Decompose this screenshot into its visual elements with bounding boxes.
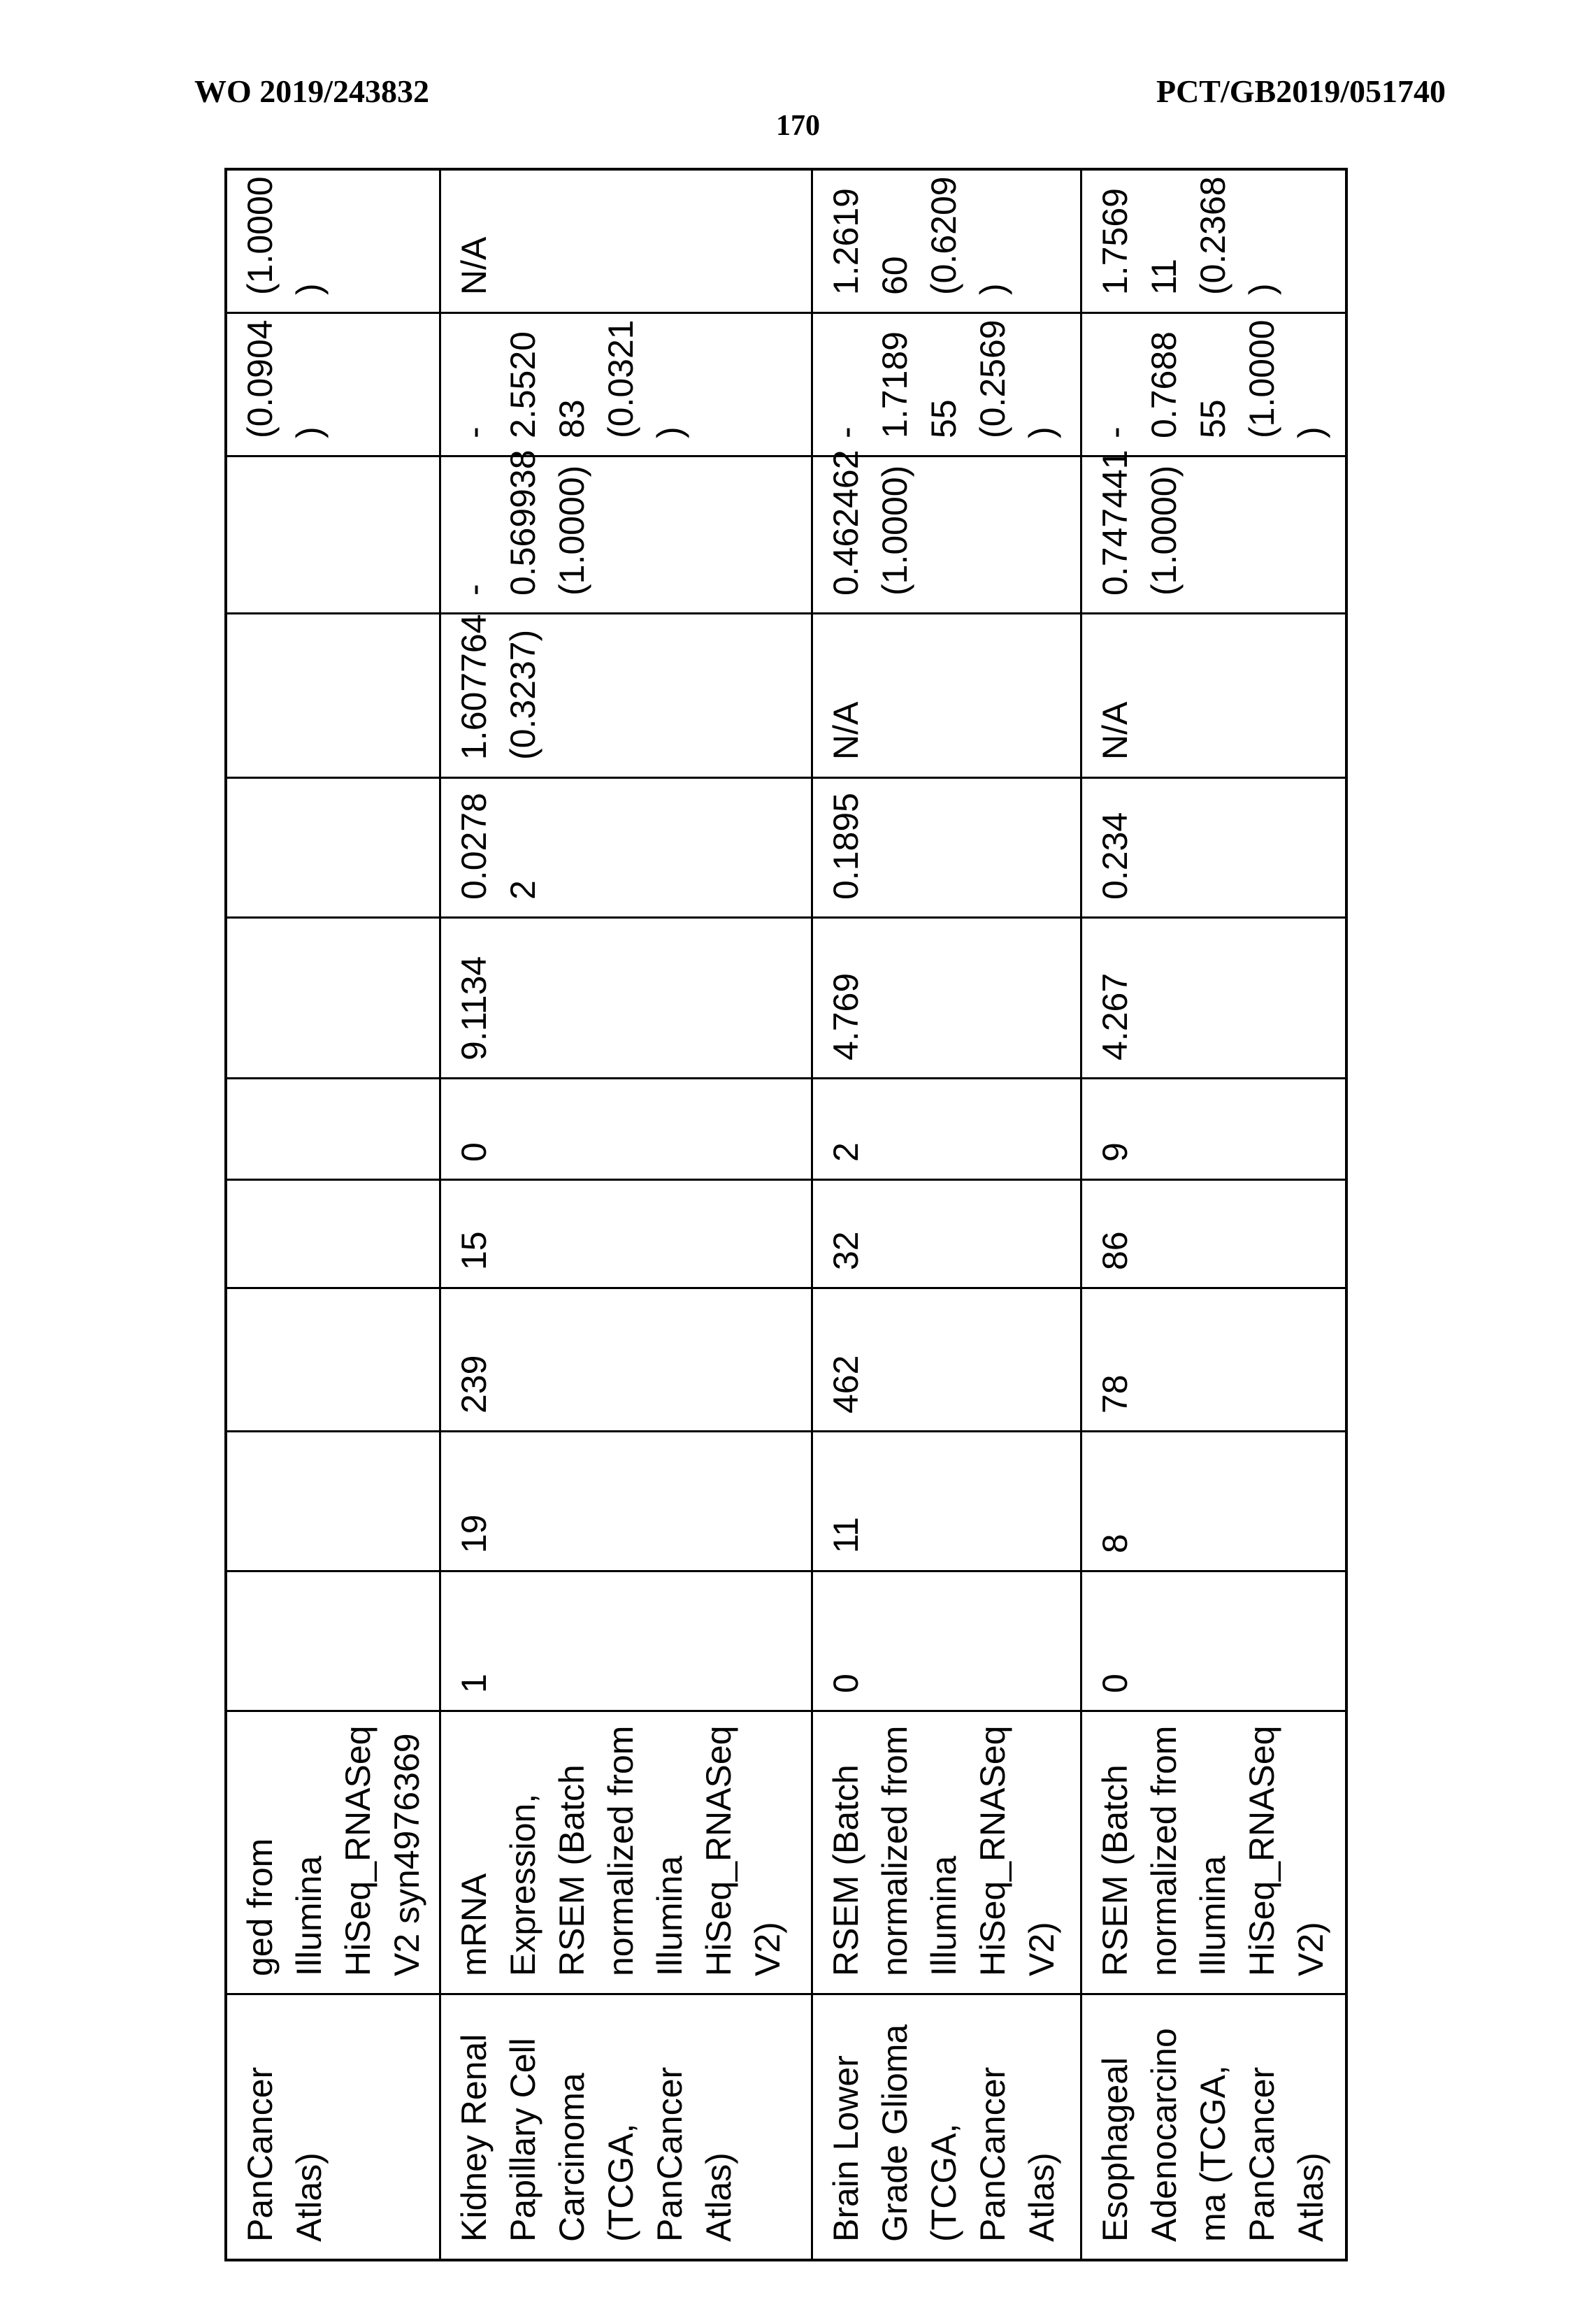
profile-description-cell: ged from Illumina HiSeq_RNASeq V2 syn4976369 — [227, 1710, 441, 1993]
value-cell: (0.0904 ) — [227, 312, 441, 455]
value-cell: N/A — [813, 612, 1082, 777]
rotated-data-table — [224, 168, 1348, 2261]
value-cell: 239 — [441, 1287, 813, 1430]
study-name-cell: Kidney Renal Papillary Cell Carcinoma (TCGA, PanCancer Atlas) — [441, 1993, 813, 2259]
value-cell: 1.607764 (0.3237) — [441, 612, 813, 777]
value-cell — [227, 1430, 441, 1570]
value-cell: N/A — [1082, 612, 1345, 777]
study-name-cell: Brain Lower Grade Glioma (TCGA, PanCancer Atlas) — [813, 1993, 1082, 2259]
value-cell: 462 — [813, 1287, 1082, 1430]
study-name-cell: PanCancer Atlas) — [227, 1993, 441, 2259]
value-cell — [227, 777, 441, 916]
value-cell: 11 — [813, 1430, 1082, 1570]
value-cell: 1.7569 11 (0.2368 ) — [1095, 176, 1281, 295]
value-cell: 78 — [1082, 1287, 1345, 1430]
value-cell: 0.1895 — [813, 777, 1082, 916]
value-cell: 1.2619 60 (0.6209 ) — [813, 171, 1082, 312]
value-cell: 32 — [813, 1179, 1082, 1287]
value-cell — [227, 916, 441, 1077]
value-cell — [227, 455, 441, 612]
value-cell: - 0.7688 55 (1.0000 ) — [1082, 312, 1345, 455]
value-cell — [227, 1179, 441, 1287]
pct-application-number: PCT/GB2019/051740 — [1156, 73, 1446, 109]
value-cell: 4.769 — [813, 916, 1082, 1077]
profile-description-cell: RSEM (Batch normalized from Illumina HiSeq_RNASeq V2) — [1082, 1710, 1345, 1993]
table-grid — [227, 171, 1345, 2259]
value-cell: (1.0000 ) — [227, 171, 441, 312]
value-cell: 86 — [1082, 1179, 1345, 1287]
value-cell: 9.1134 — [441, 916, 813, 1077]
rotated-table-inner — [227, 171, 1345, 2259]
value-cell: N/A — [441, 171, 813, 312]
value-cell: 0.747441 (1.0000) — [1082, 455, 1345, 612]
value-cell: - 1.7189 55 (0.2569 ) — [813, 312, 1082, 455]
value-cell — [227, 612, 441, 777]
value-cell: 4.267 — [1082, 916, 1345, 1077]
value-cell: 0 — [813, 1570, 1082, 1710]
profile-description-cell: mRNA Expression, RSEM (Batch normalized from Illumina HiSeq_RNASeq V2) — [441, 1710, 813, 1993]
page-number: 170 — [776, 110, 820, 142]
value-cell: 9 — [1082, 1077, 1345, 1179]
value-cell: 0 — [441, 1077, 813, 1179]
value-cell: 0.462462 (1.0000) — [813, 455, 1082, 612]
value-cell — [227, 1570, 441, 1710]
study-name-cell: Esophageal Adenocarcino ma (TCGA, PanCancer Atlas) — [1082, 1993, 1345, 2259]
value-cell: 0.0278 2 — [441, 777, 813, 916]
value-cell: 0 — [1082, 1570, 1345, 1710]
value-cell: 8 — [1082, 1430, 1345, 1570]
value-cell — [227, 1077, 441, 1179]
value-cell: - 2.5520 83 (0.0321 ) — [441, 312, 813, 455]
value-cell — [227, 1287, 441, 1430]
profile-description-cell: RSEM (Batch normalized from Illumina HiSeq_RNASeq V2) — [813, 1710, 1082, 1993]
value-cell: 19 — [441, 1430, 813, 1570]
value-cell: 15 — [441, 1179, 813, 1287]
value-cell: 0.234 — [1082, 777, 1345, 916]
value-cell: - 0.569938 (1.0000) — [441, 455, 813, 612]
value-cell: 1 — [441, 1570, 813, 1710]
value-cell: 2 — [813, 1077, 1082, 1179]
patent-publication-number: WO 2019/243832 — [194, 73, 430, 109]
